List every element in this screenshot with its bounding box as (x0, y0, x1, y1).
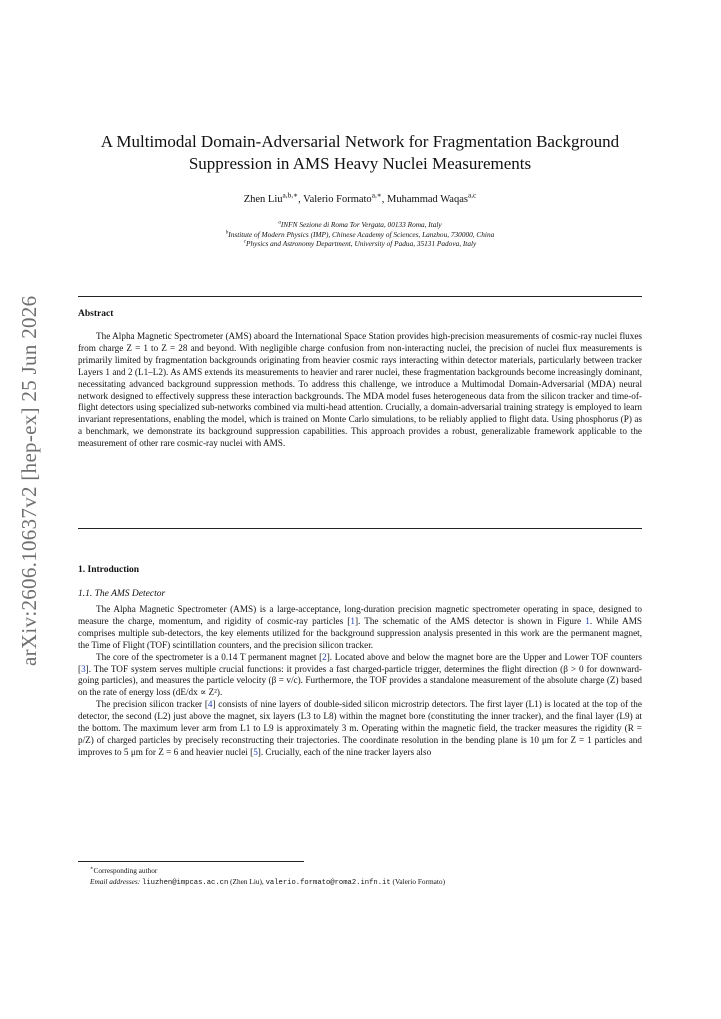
p1-text-a: The Alpha Magnetic Spectrometer (AMS) is a large-acceptance, long-duration precision magnetic spectrometer operating in space, designed to measure the charge, momentum, and rigidity of cosmic-ray particles [ (78, 604, 642, 626)
subsection-heading-ams-detector: 1.1. The AMS Detector (78, 589, 166, 599)
footnote-mark: ∗ (90, 865, 94, 872)
paper-title (60, 131, 660, 175)
abstract-body (78, 331, 642, 450)
citation-link-5[interactable]: 5 (253, 746, 258, 757)
introduction-body (78, 604, 642, 759)
affiliation-c-mark: c (243, 238, 247, 245)
email-label: Email addresses: (90, 877, 141, 886)
footnote-corresponding (90, 866, 157, 875)
intro-paragraph-3 (78, 699, 642, 759)
affiliation-b-text: Institute of Modern Physics (IMP), Chinese Academy of Sciences, Lanzhou, 730000, China (228, 229, 495, 239)
p2-text-a: The core of the spectrometer is a 0.14 T permanent magnet [ (96, 651, 323, 662)
affiliation-b (60, 230, 660, 240)
p3-text-b: ] consists of nine layers of double-sided silicon microstrip detectors. The first layer (L1) is located at the top of the detector, the second (L2) just above the magnet, six layers (L3 to L8) within the magnet bore (constituting the inner tracker), and the final layer (L9) at the bottom. The maximum lever arm from L1 to L9 is approximately 3 m. Operating within the magnetic field, the tracker measures the rigidity (R = p/Z) of charged particles by precisely reconstructing their trajectories. The coordinate resolution in the bending plane is 10 μm for Z = 1 particles and improves to 5 μm for Z = 6 and heavier nuclei [ (78, 699, 642, 757)
p3-text-a: The precision silicon tracker [ (96, 699, 208, 710)
citation-link-1[interactable]: 1 (350, 615, 355, 626)
author-1-marks: a,b,∗ (282, 190, 299, 200)
figure-link-1[interactable]: 1 (585, 615, 590, 626)
author-2: Valerio Formato (303, 194, 372, 205)
email-owner-formato: (Valerio Formato) (392, 877, 445, 886)
intro-paragraph-2 (78, 652, 642, 700)
citation-link-2[interactable]: 2 (322, 651, 327, 662)
p2-text-b: ]. Located above and below the magnet bore are the Upper and Lower TOF counters [ (78, 651, 643, 674)
citation-link-4[interactable]: 4 (207, 699, 213, 710)
affiliation-a-text: INFN Sezione di Roma Tor Vergata, 00133 Roma, Italy (280, 220, 442, 229)
citation-link-3[interactable]: 3 (81, 663, 86, 674)
p1-text-b: ]. The schematic of the AMS detector is shown in Figure (354, 615, 586, 626)
author-3: Muhammad Waqas (387, 194, 468, 205)
p3-text-c: ]. Crucially, each of the nine tracker layers also (257, 746, 432, 757)
section-heading-introduction: 1. Introduction (78, 565, 140, 575)
p2-text-c: ]. The TOF system serves multiple crucial functions: it provides a fast charged-particle trigger, determines the flight direction (β > 0 for downward-going particles), and measures the particle velocity (β = v/c). Furthermore, the TOF provides a standalone measurement of the absolute charge (Z) based on the rate of energy loss (dE/dx ∝ Z²). (78, 663, 642, 698)
affiliation-a-mark: a (278, 219, 281, 226)
footnote-emails (90, 877, 445, 887)
arxiv-identifier-sidebar: arXiv:2606.10637v2 [hep-ex] 25 Jun 2026 (17, 295, 41, 666)
email-owner-liu: (Zhen Liu), (230, 877, 264, 886)
email-link-liu[interactable]: liuzhen@impcas.ac.cn (142, 879, 229, 887)
author-3-marks: a,c (467, 190, 477, 200)
affiliation-b-mark: b (225, 229, 229, 236)
title-line-2: Suppression in AMS Heavy Nuclei Measurements (188, 154, 532, 173)
footnote-rule (78, 861, 304, 862)
affiliation-a (60, 220, 660, 230)
footnote-corresponding-text: Corresponding author (93, 866, 158, 875)
intro-paragraph-1 (78, 604, 642, 652)
abstract-heading: Abstract (78, 309, 114, 319)
affiliations (60, 220, 660, 249)
author-list: Zhen Liu$^{a,b,∗}$, Valerio Formato$^{a,∗}$, Muhammad Waqas$^{a,c}$ (243, 190, 477, 205)
affiliation-c (60, 239, 660, 249)
p1-text-c: . While AMS comprises multiple sub-detectors, the key elements utilized for the background suppression analysis presented in this work are the permanent magnet, the Time of Flight (TOF) scintillation counters, and the precision silicon tracker. (78, 615, 642, 650)
abstract-bottom-rule (78, 528, 642, 529)
abstract-text: The Alpha Magnetic Spectrometer (AMS) aboard the International Space Station provides high-precision measurements of cosmic-ray nuclei fluxes from charge Z = 1 to Z = 28 and beyond. With negligible charge confusion from non-interacting nuclei, the precision of nuclei flux measurements is primarily limited by fragmentation backgrounds originating from heavier cosmic rays interacting within detector materials, particularly between tracker Layers 1 and 2 (L1–L2). As AMS extends its measurements to heavier and rarer nuclei, these fragmentation backgrounds become increasingly dominant, necessitating advanced background suppression methods. To address this challenge, we introduce a Multimodal Domain-Adversarial (MDA) neural network designed to effectively suppress these interaction backgrounds. The MDA model fuses heterogeneous data from the silicon tracker and time-of-flight detectors using specialized sub-networks combined via multi-head attention. Crucially, a domain-adversarial training strategy is employed to learn invariant representations, enabling the model, which is trained on Monte Carlo simulations, to be reliably applied to flight data. Using phosphorus (P) as a benchmark, we demonstrate its background suppression capabilities. This approach provides a robust, generalizable framework applicable to the measurement of other rare cosmic-ray nuclei with AMS. (78, 331, 642, 449)
abstract-top-rule (78, 296, 642, 297)
title-line-1: A Multimodal Domain-Adversarial Network for Fragmentation Background (100, 132, 620, 151)
affiliation-c-text: Physics and Astronomy Department, University of Padua, 35131 Padova, Italy (246, 239, 477, 248)
author-2-marks: a,∗ (371, 190, 382, 200)
author-1: Zhen Liu (243, 194, 283, 205)
email-link-formato[interactable]: valerio.formato@roma2.infn.it (265, 879, 391, 887)
